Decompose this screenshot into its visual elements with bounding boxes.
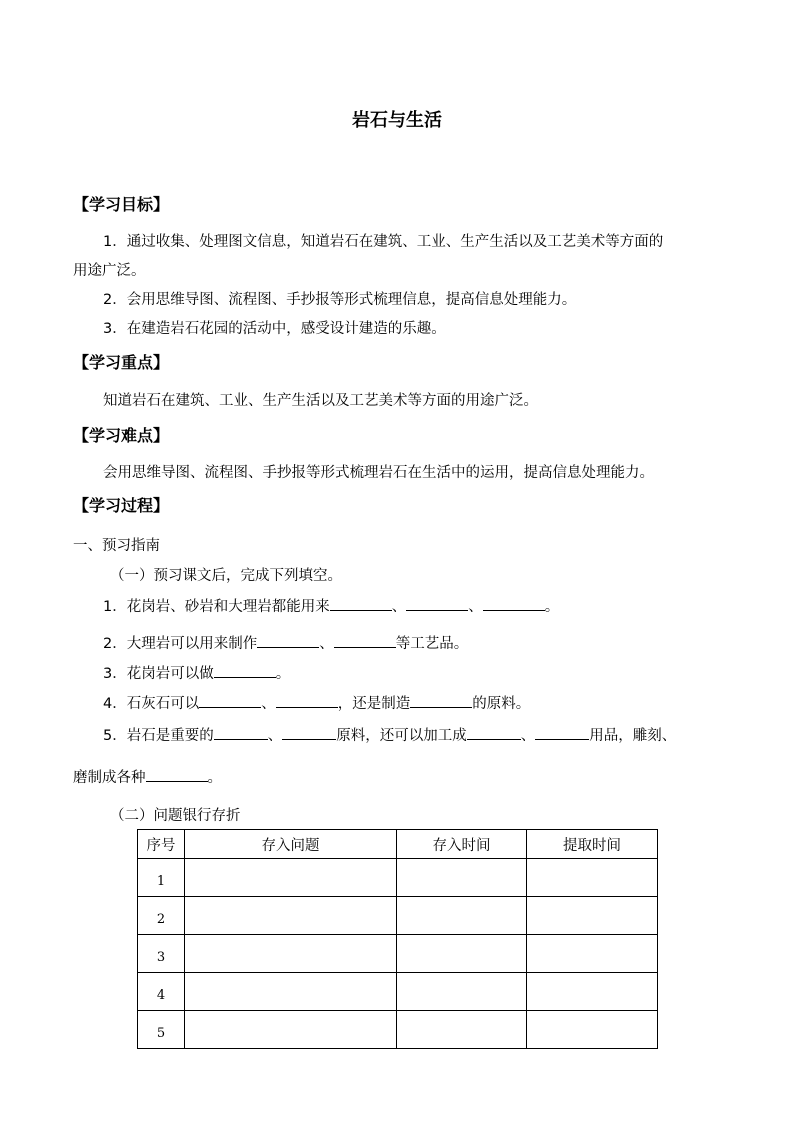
subsection-fill-blanks: （一）预习课文后，完成下列填空。 bbox=[110, 568, 342, 584]
page-title: 岩石与生活 bbox=[352, 110, 442, 131]
question-4-end: 的原料。 bbox=[472, 696, 531, 712]
header-index: 序号 bbox=[138, 830, 185, 859]
separator: 、 bbox=[520, 728, 536, 744]
objectives-heading: 【学习目标】 bbox=[73, 195, 170, 214]
question-cell[interactable] bbox=[185, 859, 397, 897]
separator: 、 bbox=[468, 599, 483, 615]
process-heading: 【学习过程】 bbox=[73, 496, 170, 515]
table-row bbox=[138, 859, 658, 897]
row-index: 4 bbox=[138, 973, 185, 1011]
question-5-continued bbox=[73, 767, 222, 789]
header-question: 存入问题 bbox=[185, 830, 397, 859]
table-header-row bbox=[138, 830, 658, 859]
question-cell[interactable] bbox=[185, 935, 397, 973]
withdraw-time-cell[interactable] bbox=[527, 1011, 658, 1049]
table-row bbox=[138, 897, 658, 935]
subsection-question-bank: （二）问题银行存折 bbox=[110, 808, 241, 824]
question-cell[interactable] bbox=[185, 1011, 397, 1049]
question-2-end: 等工艺品。 bbox=[395, 636, 469, 652]
blank[interactable] bbox=[257, 633, 319, 648]
row-index: 5 bbox=[138, 1011, 185, 1049]
header-withdraw-time: 提取时间 bbox=[527, 830, 658, 859]
deposit-time-cell[interactable] bbox=[397, 935, 527, 973]
question-5-mid: 原料，还可以加工成 bbox=[336, 728, 467, 744]
key-points-heading: 【学习重点】 bbox=[73, 353, 170, 372]
objective-3: 3．在建造岩石花园的活动中，感受设计建造的乐趣。 bbox=[103, 321, 446, 337]
blank[interactable] bbox=[330, 596, 392, 611]
question-2-text: 2．大理岩可以用来制作 bbox=[103, 636, 258, 652]
separator: 。 bbox=[207, 770, 222, 786]
row-index: 3 bbox=[138, 935, 185, 973]
withdraw-time-cell[interactable] bbox=[527, 973, 658, 1011]
separator: 。 bbox=[544, 599, 560, 615]
blank[interactable] bbox=[406, 596, 468, 611]
question-5b-text: 磨制成各种 bbox=[73, 770, 146, 786]
question-1 bbox=[103, 596, 559, 618]
question-4-mid: ，还是制造 bbox=[337, 696, 411, 712]
blank[interactable] bbox=[483, 596, 545, 611]
blank[interactable] bbox=[282, 725, 336, 740]
blank[interactable] bbox=[199, 693, 261, 708]
blank[interactable] bbox=[334, 633, 396, 648]
table-row bbox=[138, 1011, 658, 1049]
question-cell[interactable] bbox=[185, 897, 397, 935]
separator: 。 bbox=[275, 666, 291, 682]
blank[interactable] bbox=[276, 693, 338, 708]
header-deposit-time: 存入时间 bbox=[397, 830, 527, 859]
section-preview-guide: 一、预习指南 bbox=[73, 538, 160, 554]
objective-1-line-1: 1．通过收集、处理图文信息，知道岩石在建筑、工业、生产生活以及工艺美术等方面的 bbox=[103, 234, 664, 250]
question-5 bbox=[103, 725, 676, 747]
question-1-text: 1．花岗岩、砂岩和大理岩都能用来 bbox=[103, 599, 330, 615]
table-row bbox=[138, 935, 658, 973]
blank[interactable] bbox=[535, 725, 589, 740]
question-3 bbox=[103, 663, 290, 685]
deposit-time-cell[interactable] bbox=[397, 973, 527, 1011]
question-5-end: 用品，雕刻、 bbox=[589, 728, 677, 744]
question-3-text: 3．花岗岩可以做 bbox=[103, 666, 214, 682]
separator: 、 bbox=[391, 599, 407, 615]
deposit-time-cell[interactable] bbox=[397, 897, 527, 935]
withdraw-time-cell[interactable] bbox=[527, 897, 658, 935]
withdraw-time-cell[interactable] bbox=[527, 859, 658, 897]
deposit-time-cell[interactable] bbox=[397, 859, 527, 897]
objective-2: 2．会用思维导图、流程图、手抄报等形式梳理信息，提高信息处理能力。 bbox=[103, 292, 577, 308]
table-row bbox=[138, 973, 658, 1011]
deposit-time-cell[interactable] bbox=[397, 1011, 527, 1049]
row-index: 1 bbox=[138, 859, 185, 897]
separator: 、 bbox=[261, 696, 276, 712]
difficulties-text: 会用思维导图、流程图、手抄报等形式梳理岩石在生活中的运用，提高信息处理能力。 bbox=[103, 465, 654, 481]
objective-1-line-2: 用途广泛。 bbox=[73, 263, 146, 279]
question-2 bbox=[103, 633, 468, 655]
difficulties-heading: 【学习难点】 bbox=[73, 426, 170, 445]
key-points-text: 知道岩石在建筑、工业、生产生活以及工艺美术等方面的用途广泛。 bbox=[103, 393, 538, 409]
separator: 、 bbox=[267, 728, 283, 744]
question-cell[interactable] bbox=[185, 973, 397, 1011]
blank[interactable] bbox=[467, 725, 521, 740]
separator: 、 bbox=[319, 636, 334, 652]
blank[interactable] bbox=[214, 663, 276, 678]
blank[interactable] bbox=[214, 725, 268, 740]
blank[interactable] bbox=[410, 693, 472, 708]
row-index: 2 bbox=[138, 897, 185, 935]
question-5-text: 5．岩石是重要的 bbox=[103, 728, 214, 744]
blank[interactable] bbox=[146, 767, 208, 782]
question-4 bbox=[103, 693, 530, 715]
withdraw-time-cell[interactable] bbox=[527, 935, 658, 973]
question-4-text: 4．石灰石可以 bbox=[103, 696, 200, 712]
question-bank-table bbox=[137, 829, 658, 1049]
